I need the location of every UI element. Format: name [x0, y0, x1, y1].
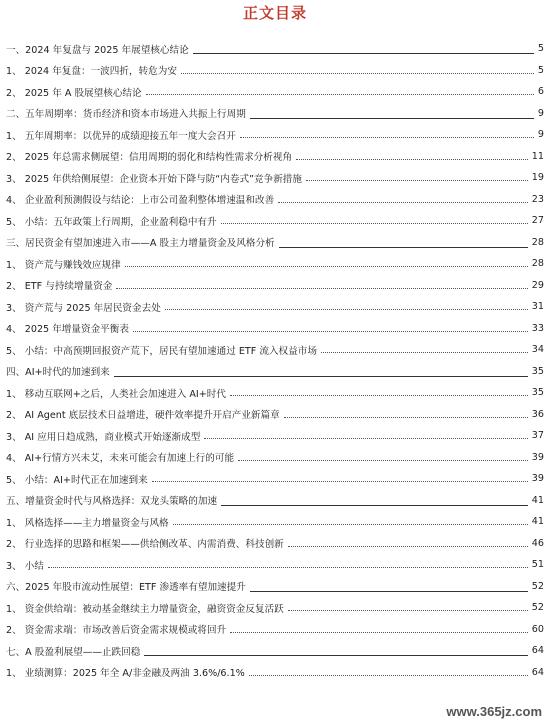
watermark: www.365jz.com	[442, 703, 546, 720]
toc-section-entry[interactable]	[6, 103, 544, 125]
toc-entry-title: 二、五年周期率：货币经济和资本市场进入共振上行周期	[6, 109, 246, 121]
toc-entry[interactable]	[6, 275, 544, 297]
toc-entry-title: 1、 资产荒与赚钱效应规律	[6, 259, 121, 271]
toc-page-number: 28	[531, 236, 544, 248]
toc-page-number: 41	[531, 494, 544, 506]
toc-entry-title: 3、 小结	[6, 560, 44, 572]
toc-leader-dots	[288, 546, 528, 547]
toc-leader-dots	[165, 309, 528, 310]
toc-leader-dots	[173, 524, 528, 525]
table-of-contents	[6, 38, 544, 683]
toc-entry-title: 1、 资金供给端：被动基金继续主力增量资金，融资资金反复活跃	[6, 603, 284, 615]
toc-section-entry[interactable]	[6, 38, 544, 60]
toc-page-number: 5	[537, 64, 544, 76]
toc-entry-title: 1、 2024 年复盘：一波四折，转危为安	[6, 66, 177, 78]
toc-leader-dots	[249, 675, 528, 676]
toc-page-number: 23	[531, 193, 544, 205]
page-title: 正文目录	[242, 4, 307, 22]
toc-leader-dots	[238, 460, 528, 461]
toc-section-entry[interactable]	[6, 361, 544, 383]
toc-section-entry[interactable]	[6, 576, 544, 598]
toc-entry[interactable]	[6, 146, 544, 168]
toc-page-number: 39	[531, 451, 544, 463]
toc-page-number: 28	[531, 258, 544, 270]
toc-leader-dots	[144, 655, 527, 656]
toc-entry-title: 1、 移动互联网+之后，人类社会加速进入 AI+时代	[6, 388, 226, 400]
toc-entry[interactable]	[6, 468, 544, 490]
toc-entry-title: 4、 企业盈利预测假设与结论：上市公司盈利整体增速温和改善	[6, 195, 275, 207]
toc-entry[interactable]	[6, 382, 544, 404]
toc-entry-title: 1、 风格选择——主力增量资金与风格	[6, 517, 169, 529]
toc-page-number: 6	[537, 86, 544, 98]
toc-leader-dots	[230, 632, 528, 633]
toc-entry[interactable]	[6, 318, 544, 340]
toc-section-entry[interactable]	[6, 232, 544, 254]
toc-leader-dots	[306, 180, 528, 181]
toc-entry[interactable]	[6, 253, 544, 275]
toc-leader-dots	[152, 481, 528, 482]
toc-leader-dots	[125, 266, 528, 267]
toc-entry-title: 一、2024 年复盘与 2025 年展望核心结论	[6, 44, 189, 56]
toc-entry-title: 3、 AI 应用日趋成熟，商业模式开始逐渐成型	[6, 431, 201, 443]
toc-entry[interactable]	[6, 81, 544, 103]
toc-page-number: 36	[531, 408, 544, 420]
toc-entry[interactable]	[6, 296, 544, 318]
toc-entry[interactable]	[6, 167, 544, 189]
toc-entry-title: 5、 小结：五年政策上行周期，企业盈利稳中有升	[6, 216, 217, 228]
toc-entry-title: 三、居民资金有望加速进入市——A 股主力增量资金及风格分析	[6, 238, 275, 250]
toc-entry-title: 七、A 股盈利展望——止跌回稳	[6, 646, 141, 658]
toc-entry[interactable]	[6, 404, 544, 426]
toc-entry-title: 1、 业绩测算：2025 年全 A/非金融及两油 3.6%/6.1%	[6, 668, 245, 680]
toc-entry-title: 2、 2025 年 A 股展望核心结论	[6, 87, 142, 99]
toc-leader-dots	[133, 331, 528, 332]
toc-page-number: 29	[531, 279, 544, 291]
toc-entry[interactable]	[6, 425, 544, 447]
toc-leader-dots	[48, 567, 528, 568]
toc-leader-dots	[193, 53, 534, 54]
toc-entry-title: 四、AI+时代的加速到来	[6, 367, 110, 379]
toc-entry-title: 4、 AI+行情方兴未艾，未来可能会有加速上行的可能	[6, 453, 235, 465]
toc-entry[interactable]	[6, 511, 544, 533]
toc-page-number: 35	[531, 387, 544, 399]
toc-leader-dots	[230, 395, 528, 396]
toc-leader-dots	[296, 159, 528, 160]
toc-leader-dots	[278, 202, 528, 203]
toc-entry[interactable]	[6, 554, 544, 576]
toc-page-number: 11	[531, 150, 544, 162]
toc-entry-title: 五、增量资金时代与风格选择：双龙头策略的加速	[6, 496, 218, 508]
toc-entry-title: 六、2025 年股市流动性展望：ETF 渗透率有望加速提升	[6, 582, 246, 594]
toc-page-number: 37	[531, 430, 544, 442]
toc-page-number: 27	[531, 215, 544, 227]
toc-leader-dots	[114, 376, 528, 377]
toc-entry-title: 2、 资金需求端：市场改善后资金需求规模或将回升	[6, 625, 227, 637]
toc-page-number: 52	[531, 602, 544, 614]
toc-entry[interactable]	[6, 597, 544, 619]
toc-page-number: 9	[537, 129, 544, 141]
toc-entry-title: 1、 五年周期率：以优异的成绩迎接五年一度大会召开	[6, 130, 236, 142]
toc-page-number: 52	[531, 580, 544, 592]
toc-page-number: 35	[531, 365, 544, 377]
toc-entry[interactable]	[6, 619, 544, 641]
toc-page-number: 64	[531, 645, 544, 657]
toc-entry-title: 2、 ETF 与持续增量资金	[6, 281, 113, 293]
toc-leader-dots	[181, 73, 534, 74]
toc-leader-dots	[250, 591, 528, 592]
toc-entry[interactable]	[6, 124, 544, 146]
toc-entry[interactable]	[6, 189, 544, 211]
toc-leader-dots	[279, 247, 528, 248]
toc-entry-title: 5、 小结：中高预期回报资产荒下，居民有望加速通过 ETF 流入权益市场	[6, 345, 317, 357]
toc-page-number: 19	[531, 172, 544, 184]
toc-leader-dots	[250, 118, 534, 119]
toc-page-number: 34	[531, 344, 544, 356]
toc-entry-title: 2、 2025 年总需求侧展望：信用周期的弱化和结构性需求分析视角	[6, 152, 293, 164]
toc-page-number: 9	[537, 107, 544, 119]
toc-leader-dots	[221, 223, 528, 224]
toc-entry[interactable]	[6, 447, 544, 469]
toc-entry-title: 3、 资产荒与 2025 年居民资金去处	[6, 302, 161, 314]
toc-page-number: 39	[531, 473, 544, 485]
toc-page-number: 46	[531, 537, 544, 549]
toc-page-number: 51	[531, 559, 544, 571]
toc-entry-title: 3、 2025 年供给侧展望：企业资本开始下降与防“内卷式”竞争新措施	[6, 173, 302, 185]
toc-page-number: 60	[531, 623, 544, 635]
toc-entry[interactable]	[6, 210, 544, 232]
toc-section-entry[interactable]	[6, 640, 544, 662]
toc-page-number: 5	[537, 43, 544, 55]
toc-entry[interactable]	[6, 60, 544, 82]
toc-entry-title: 2、 行业选择的思路和框架——供给侧改革、内需消费、科技创新	[6, 539, 284, 551]
toc-entry-title: 5、 小结：AI+时代正在加速到来	[6, 474, 148, 486]
toc-entry[interactable]	[6, 533, 544, 555]
toc-entry-title: 2、 AI Agent 底层技术日益增进，硬件效率提升开启产业新篇章	[6, 410, 280, 422]
toc-leader-dots	[240, 137, 534, 138]
toc-page-number: 41	[531, 516, 544, 528]
toc-leader-dots	[321, 352, 528, 353]
toc-section-entry[interactable]	[6, 490, 544, 512]
toc-page-number: 31	[531, 301, 544, 313]
toc-leader-dots	[284, 417, 528, 418]
toc-leader-dots	[146, 94, 534, 95]
toc-page-number: 33	[531, 322, 544, 334]
toc-entry[interactable]	[6, 662, 544, 684]
toc-entry[interactable]	[6, 339, 544, 361]
toc-page-number: 64	[531, 666, 544, 678]
toc-leader-dots	[116, 288, 527, 289]
toc-leader-dots	[221, 505, 528, 506]
toc-entry-title: 4、 2025 年增量资金平衡表	[6, 324, 129, 336]
toc-leader-dots	[204, 438, 527, 439]
toc-leader-dots	[288, 610, 528, 611]
